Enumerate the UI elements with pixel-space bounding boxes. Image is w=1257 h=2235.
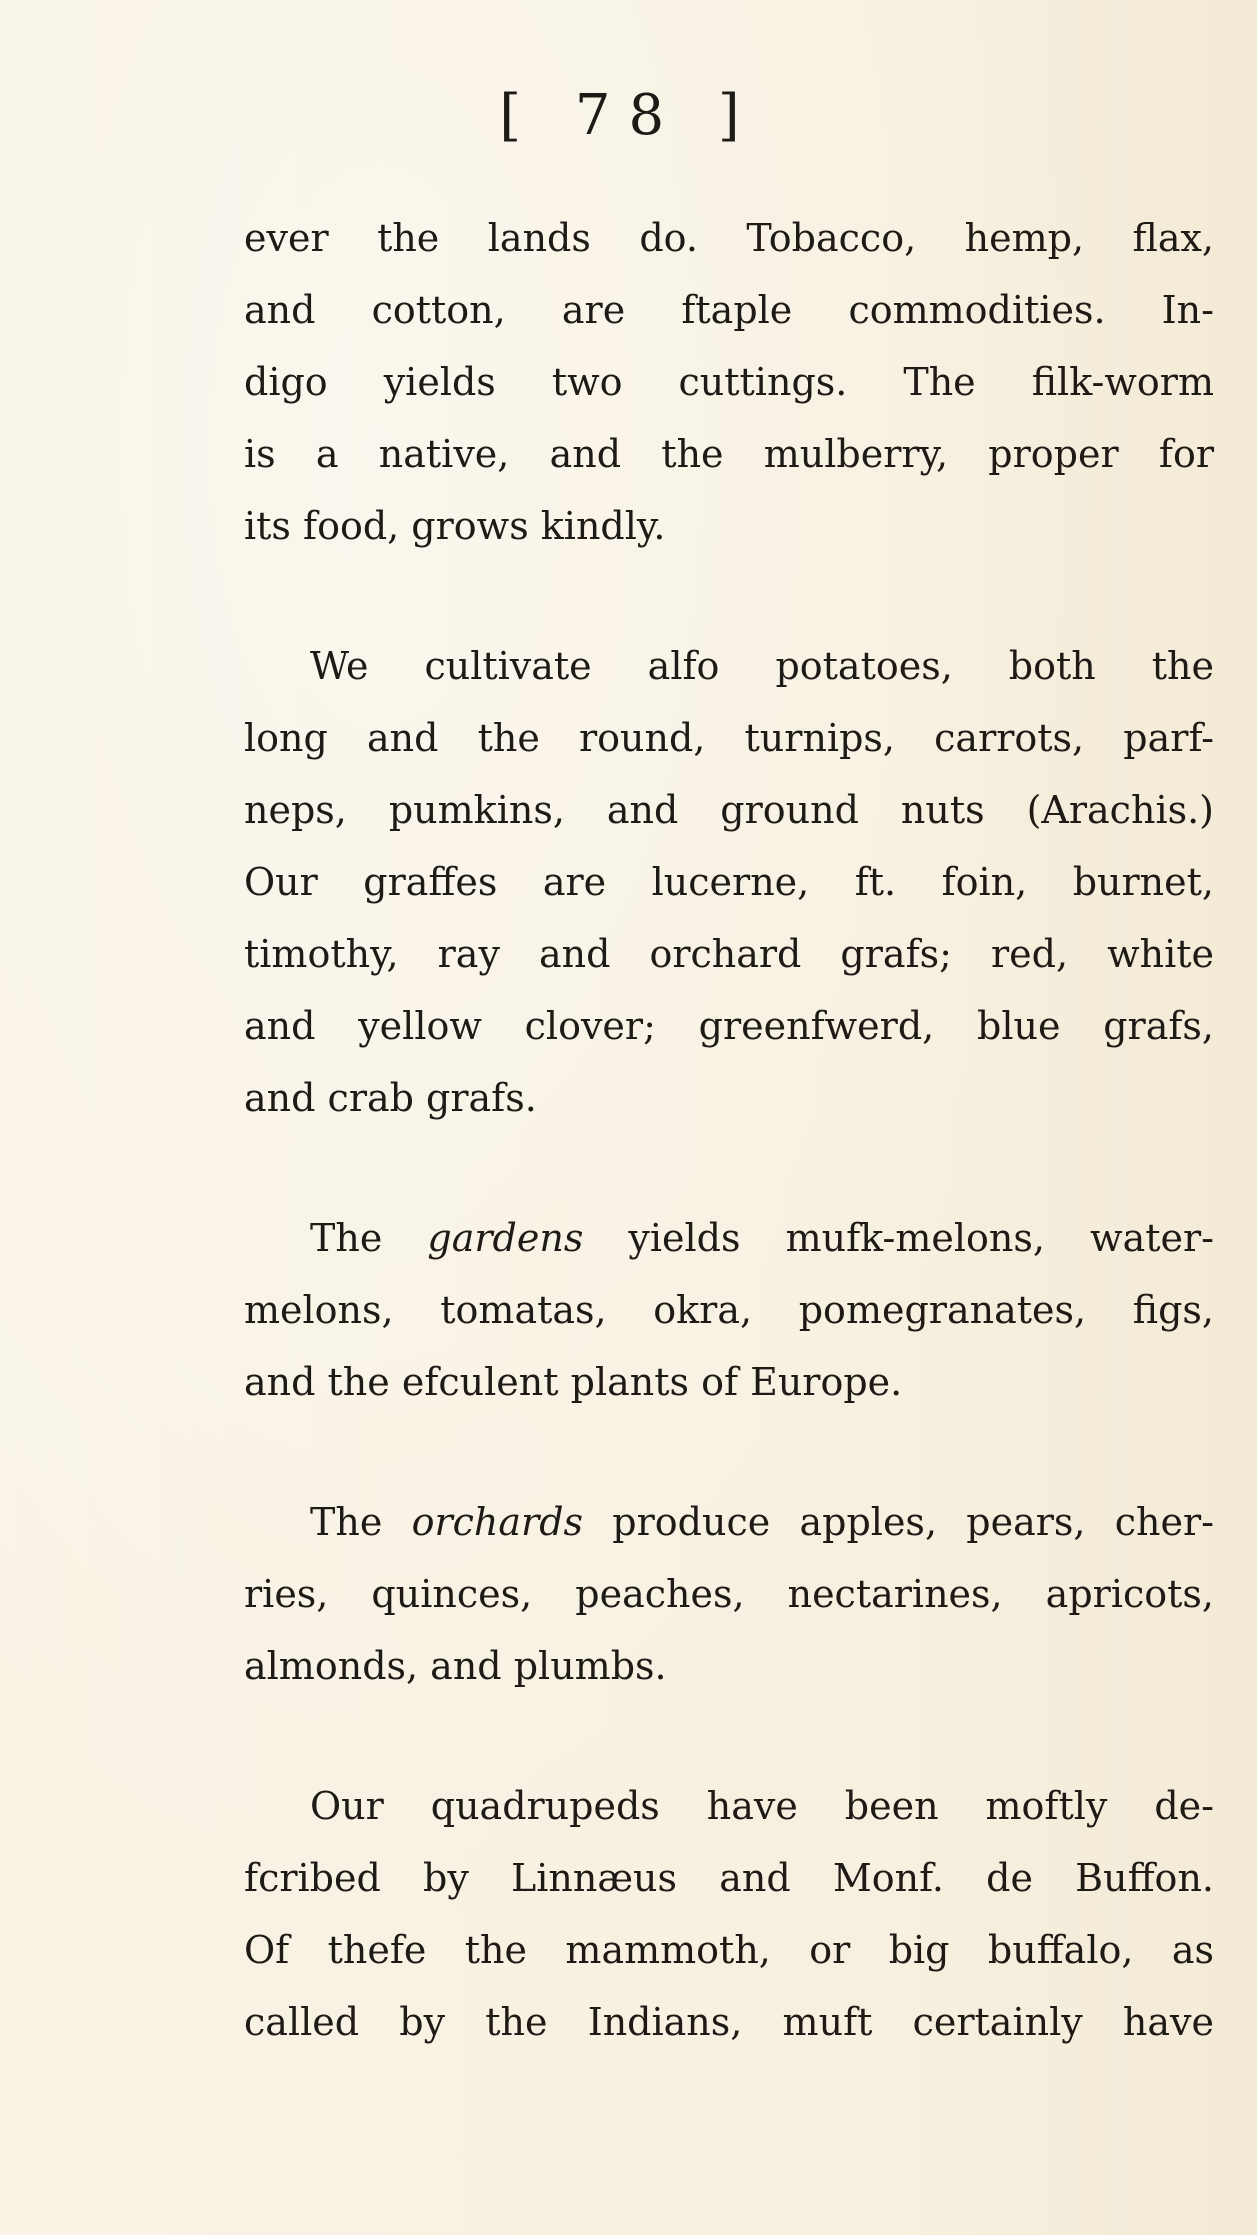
text-run: yields mufk-melons, water- [583,1216,1214,1260]
text-line: its food, grows kindly. [244,504,666,548]
paragraph-2 [244,630,1214,1134]
text-line: long and the round, turnips, carrots, parf- [244,716,1214,760]
text-line: and yellow clover; greenfwerd, blue grafs, [244,1004,1214,1048]
text-line: ever the lands do. Tobacco, hemp, flax, [244,216,1214,260]
text-line: and crab grafs. [244,1076,537,1120]
text-run: produce apples, pears, cher- [583,1500,1215,1544]
text-line: is a native, and the mulberry, proper for [244,432,1214,476]
paragraph-5 [244,1770,1214,2058]
text-line: We cultivate alfo potatoes, both the [310,644,1214,688]
text-line: Our graffes are lucerne, ft. foin, burnet, [244,860,1214,904]
paragraph-3 [244,1202,1214,1418]
text-line: ries, quinces, peaches, nectarines, apricots, [244,1572,1214,1616]
text-line: neps, pumkins, and ground nuts (Arachis.) [244,788,1214,832]
paragraph-1 [244,202,1214,562]
body-text [244,202,1214,2126]
text-line: melons, tomatas, okra, pomegranates, figs, [244,1288,1214,1332]
text-line: and the efculent plants of Europe. [244,1360,903,1404]
text-line: Of thefe the mammoth, or big buffalo, as [244,1928,1214,1972]
italic-term-orchards: orchards [411,1500,584,1544]
text-run: The [310,1500,412,1544]
text-line: called by the Indians, muft certainly have [244,2000,1214,2044]
text-line: and cotton, are ftaple commodities. In- [244,288,1214,332]
text-line [244,1202,1214,1274]
text-run: The [310,1216,428,1260]
text-line: fcribed by Linnæus and Monf. de Buffon. [244,1856,1214,1900]
text-line: almonds, and plumbs. [244,1644,667,1688]
italic-term-gardens: gardens [427,1216,584,1260]
text-line [244,1486,1214,1558]
text-line: digo yields two cuttings. The filk-worm [244,360,1214,404]
page-number-header: [ 78 ] [499,83,758,148]
paragraph-4 [244,1486,1214,1702]
text-line: Our quadrupeds have been moftly de- [310,1784,1214,1828]
text-line: timothy, ray and orchard grafs; red, white [244,932,1214,976]
